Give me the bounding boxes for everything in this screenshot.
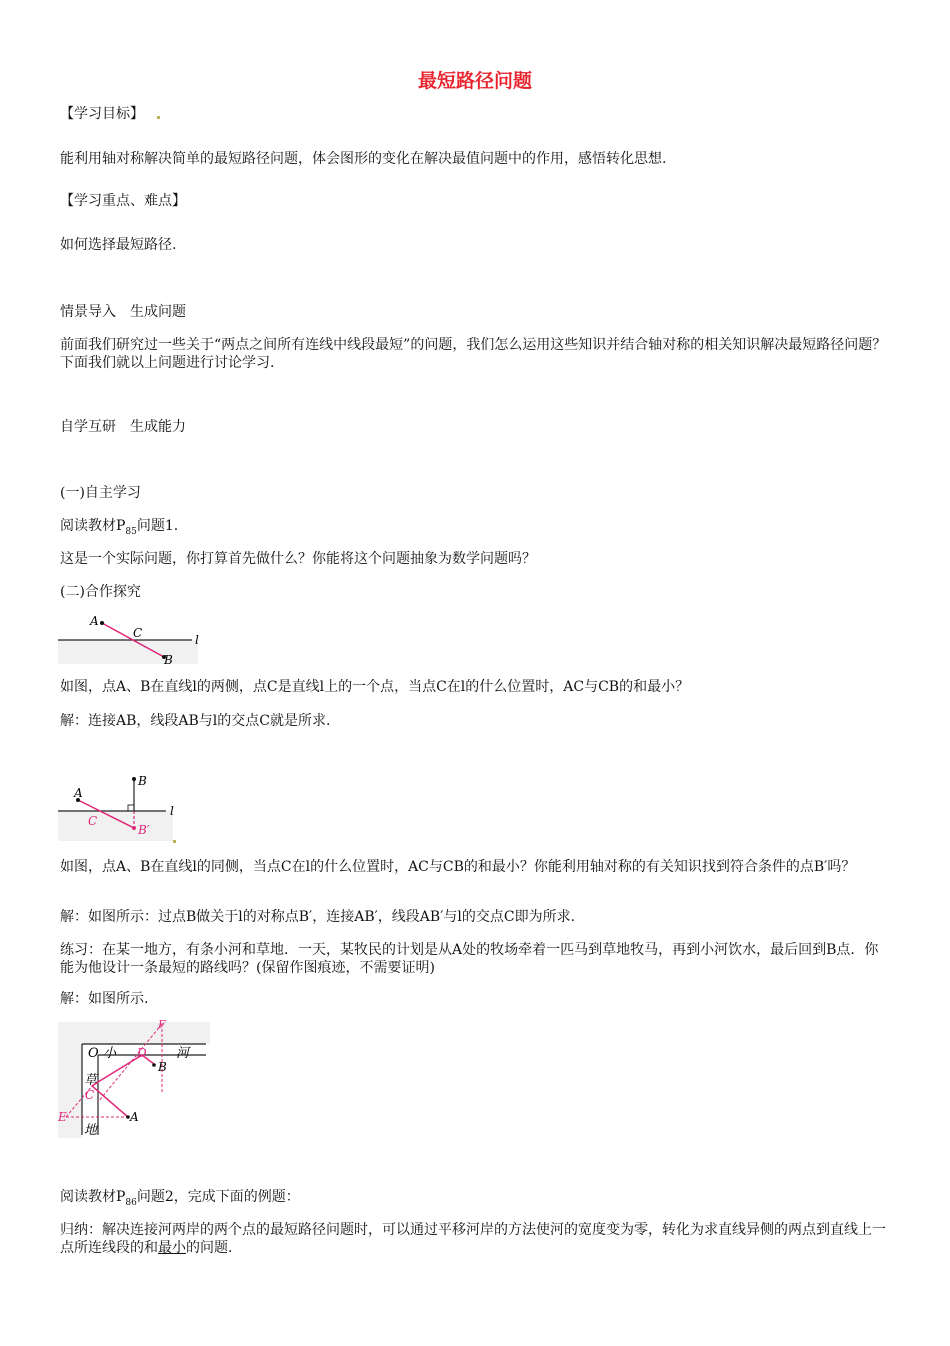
label-e: E [58,1110,67,1124]
point-b-prime [132,826,136,830]
read-textbook-2: 阅读教材$P_{86}$问题2，完成下面的例题： [60,1189,300,1208]
exercise: 练习：在某一地方，有条小河和草地．一天，某牧民的计划是从A处的牧场牵着一匹马到草地牧马，再到小河饮水，最后回到B点．你能为他设计一条最短的路线吗？(保留作图痕迹，不需要证明) [60,942,879,976]
part1-heading: (一)自主学习 [60,485,141,501]
label-grass-2: 地 [84,1123,98,1138]
label-l: l [195,633,199,647]
point-b [132,777,136,781]
label-c: C [85,1088,95,1102]
label-b-prime: B′ [138,823,150,837]
intro-heading: 情景导入 生成问题 [60,304,186,320]
stray-mark [157,116,160,119]
point-a [100,621,104,625]
label-river-1: 小 [103,1046,117,1061]
figure-1 [58,612,208,667]
self-study-heading: 自学互研 生成能力 [60,419,186,435]
label-f: F [158,1018,166,1031]
point-b [152,1063,156,1067]
label-a: A [74,786,83,800]
read-textbook-1: 阅读教材$P_{85}$问题1. [60,518,179,537]
label-river-2: 河 [176,1046,190,1061]
answer-3: 解：如图所示：过点B做关于l的对称点B′，连接AB′，线段AB′与l的交点C即为所求. [60,909,576,925]
question-2: 如图，点A、B在直线l的两侧，点C是直线l上的一个点，当点C在l的什么位置时，AC与CB的和最小？ [60,679,690,695]
answer-2: 解：连接AB，线段AB与l的交点C就是所求. [60,713,331,729]
label-b: B [158,1060,167,1074]
question-3: 如图，点A、B在直线l的同侧，当点C在l的什么位置时，AC与CB的和最小？你能利用轴对称的有关知识找到符合条件的点B′吗？ [60,859,856,875]
label-c: C [88,814,98,828]
label-l: l [170,804,174,818]
key-text: 如何选择最短路径. [60,237,177,253]
figure-3 [58,1018,218,1140]
summary: 归纳：解决连接河两岸的两个点的最短路径问题时，可以通过平移河岸的方法使河的宽度变为零，转化为求直线异侧的两点到直线上一点所连线段的和最小的问题. [60,1222,886,1256]
label-grass-1: 草 [84,1073,98,1088]
label-d: D [137,1046,147,1060]
stray-mark [173,840,176,843]
figure-2-shade [58,811,173,841]
label-a: A [130,1110,139,1124]
question-1: 这是一个实际问题，你打算首先做什么？你能将这个问题抽象为数学问题吗？ [60,551,536,567]
label-o: O [88,1046,99,1061]
goals-text: 能利用轴对称解决简单的最短路径问题，体会图形的变化在解决最值问题中的作用，感悟转化思想. [60,151,667,167]
label-b: B [164,653,173,667]
goals-heading: 【学习目标】 [60,106,144,122]
page-title: 最短路径问题 [417,70,532,92]
figure-1-shade [58,640,198,664]
intro-text: 前面我们研究过一些关于“两点之间所有连线中线段最短”的问题，我们怎么运用这些知识并结合轴对称的相关知识解决最短路径问题？下面我们就以上问题进行讨论学习. [60,337,887,371]
part2-heading: (二)合作探究 [60,584,141,600]
answer-4: 解：如图所示. [60,991,149,1007]
key-heading: 【学习重点、难点】 [60,193,186,209]
label-c: C [133,626,143,640]
label-b: B [138,774,147,788]
label-a: A [90,614,99,628]
right-angle-mark [128,805,134,811]
figure-2 [58,771,188,843]
